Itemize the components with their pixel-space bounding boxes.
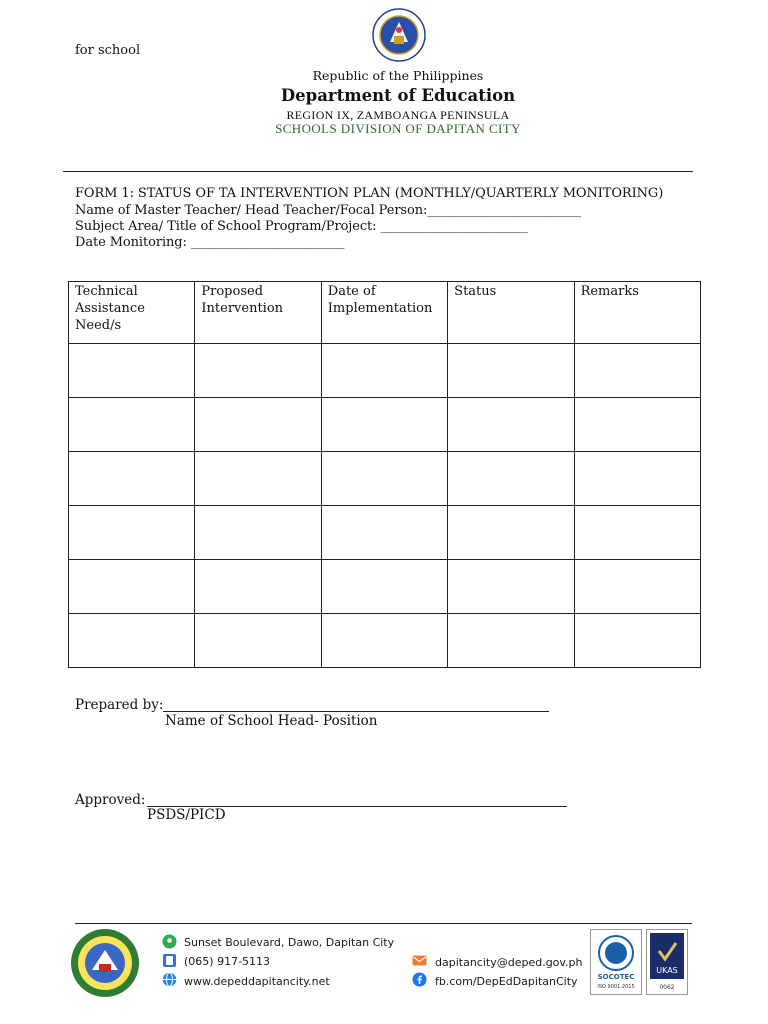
table-cell: [574, 560, 700, 614]
footer-address: Sunset Boulevard, Dawo, Dapitan City: [184, 936, 395, 949]
column-header: Status: [448, 282, 574, 344]
table-cell: [69, 614, 195, 668]
socotec-label: SOCOTEC: [597, 973, 635, 981]
dapitan-division-logo: [70, 928, 140, 998]
table-row: [69, 398, 701, 452]
table-row: [69, 614, 701, 668]
table-cell: [321, 506, 447, 560]
location-icon: [162, 934, 177, 949]
prepared-by-signature-line: [163, 711, 549, 712]
table-cell: [195, 506, 321, 560]
table-header-row: [69, 282, 701, 344]
table-cell: [321, 614, 447, 668]
table-cell: [195, 560, 321, 614]
division-title: SCHOOLS DIVISION OF DAPITAN CITY: [275, 121, 521, 136]
table-cell: [69, 344, 195, 398]
table-cell: [69, 452, 195, 506]
table-cell: [321, 398, 447, 452]
column-header: Proposed Intervention: [195, 282, 321, 344]
ukas-label: UKAS: [656, 966, 678, 975]
table-cell: [448, 614, 574, 668]
table-cell: [195, 614, 321, 668]
approved-label: Approved:: [75, 792, 146, 808]
ta-status-table: [68, 281, 701, 668]
table-cell: [195, 344, 321, 398]
deped-seal-logo: [372, 8, 426, 62]
form-note: for school: [75, 43, 141, 58]
table-cell: [448, 452, 574, 506]
ukas-number: 0062: [659, 984, 675, 991]
column-header: Date of Implementation: [321, 282, 447, 344]
form-title: FORM 1: STATUS OF TA INTERVENTION PLAN (MONTHLY/QUARTERLY MONITORING): [75, 186, 664, 201]
header-divider: [63, 171, 693, 172]
table-cell: [448, 398, 574, 452]
email-icon: [412, 953, 427, 968]
table-cell: [574, 344, 700, 398]
prepared-by-label: Prepared by:: [75, 697, 164, 713]
region-title: REGION IX, ZAMBOANGA PENINSULA: [286, 108, 510, 122]
column-header: Remarks: [574, 282, 700, 344]
socotec-iso-label: ISO 9001:2015: [597, 984, 635, 990]
ukas-certification-badge: [646, 929, 688, 995]
table-cell: [574, 452, 700, 506]
socotec-certification-badge: [590, 929, 642, 995]
footer-facebook: fb.com/DepEdDapitanCity: [435, 975, 578, 988]
table-cell: [574, 614, 700, 668]
table-cell: [448, 506, 574, 560]
republic-title: Republic of the Philippines: [312, 68, 484, 83]
table-row: [69, 560, 701, 614]
approved-subtitle: PSDS/PICD: [147, 807, 226, 823]
date-monitoring-field: Date Monitoring: ________________________: [75, 235, 345, 250]
column-header: Technical Assistance Need/s: [69, 282, 195, 344]
footer-divider: [75, 923, 692, 924]
footer-website: www.depeddapitancity.net: [184, 975, 330, 988]
department-title: Department of Education: [280, 86, 516, 105]
table-cell: [195, 398, 321, 452]
phone-icon: [162, 953, 177, 968]
footer-email: dapitancity@deped.gov.ph: [435, 956, 583, 969]
table-cell: [448, 344, 574, 398]
table-cell: [448, 560, 574, 614]
table-row: [69, 452, 701, 506]
table-cell: [195, 452, 321, 506]
prepared-by-subtitle: Name of School Head- Position: [165, 713, 378, 729]
table-cell: [321, 452, 447, 506]
master-teacher-field: Name of Master Teacher/ Head Teacher/Focal Person:________________________: [75, 203, 581, 218]
table-row: [69, 506, 701, 560]
table-cell: [574, 506, 700, 560]
table-cell: [574, 398, 700, 452]
table-row: [69, 344, 701, 398]
table-cell: [69, 398, 195, 452]
footer-phone: (065) 917-5113: [184, 955, 271, 968]
table-cell: [321, 560, 447, 614]
table-cell: [321, 344, 447, 398]
globe-icon: [162, 972, 177, 987]
table-cell: [69, 506, 195, 560]
subject-area-field: Subject Area/ Title of School Program/Project: _______________________: [75, 219, 528, 234]
facebook-icon: [412, 972, 427, 987]
table-cell: [69, 560, 195, 614]
